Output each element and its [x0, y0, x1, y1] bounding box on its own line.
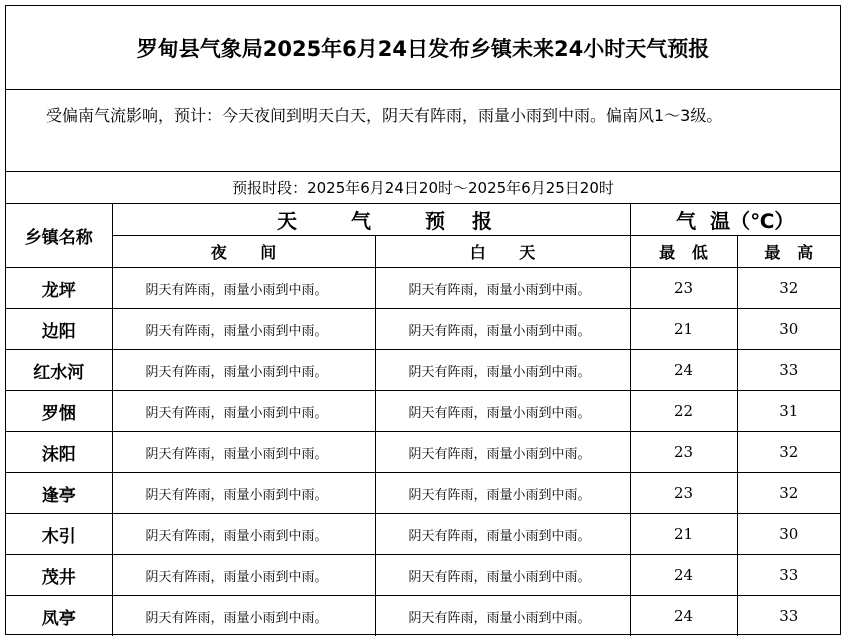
town-name: 逢亭: [6, 473, 112, 514]
low-temp: 23: [630, 432, 737, 473]
header-day: 白 天: [375, 236, 630, 268]
low-temp: 24: [630, 350, 737, 391]
table-row: [6, 555, 840, 596]
header-forecast: [112, 204, 630, 236]
header-temperature: 气 温（℃）: [630, 204, 840, 236]
header-forecast-char: 报: [472, 209, 492, 233]
table-row: [6, 473, 840, 514]
high-temp: 31: [737, 391, 840, 432]
high-temp: 33: [737, 555, 840, 596]
day-forecast: 阴天有阵雨，雨量小雨到中雨。: [375, 555, 630, 596]
low-temp: 21: [630, 514, 737, 555]
header-high: 最 高: [737, 236, 840, 268]
high-temp: 32: [737, 268, 840, 309]
town-name: 茂井: [6, 555, 112, 596]
day-forecast: 阴天有阵雨，雨量小雨到中雨。: [375, 596, 630, 637]
table-row: [6, 309, 840, 350]
day-forecast: 阴天有阵雨，雨量小雨到中雨。: [375, 391, 630, 432]
high-temp: 33: [737, 596, 840, 637]
header-night: 夜 间: [112, 236, 375, 268]
high-temp: 32: [737, 473, 840, 514]
high-temp: 32: [737, 432, 840, 473]
table-row: [6, 596, 840, 637]
header-low: 最 低: [630, 236, 737, 268]
header-town-name: 乡镇名称: [6, 204, 112, 268]
forecast-period: 预报时段：2025年6月24日20时～2025年6月25日20时: [6, 172, 840, 204]
low-temp: 24: [630, 555, 737, 596]
table-row: [6, 268, 840, 309]
table-row: [6, 350, 840, 391]
low-temp: 23: [630, 268, 737, 309]
town-name: 罗悃: [6, 391, 112, 432]
high-temp: 30: [737, 514, 840, 555]
high-temp: 33: [737, 350, 840, 391]
low-temp: 21: [630, 309, 737, 350]
header-forecast-char: 预: [425, 209, 445, 233]
night-forecast: 阴天有阵雨，雨量小雨到中雨。: [112, 391, 375, 432]
forecast-table: [6, 204, 840, 636]
town-name: 边阳: [6, 309, 112, 350]
table-row: [6, 514, 840, 555]
night-forecast: 阴天有阵雨，雨量小雨到中雨。: [112, 596, 375, 637]
header-forecast-char: 气: [351, 209, 371, 233]
day-forecast: 阴天有阵雨，雨量小雨到中雨。: [375, 309, 630, 350]
day-forecast: 阴天有阵雨，雨量小雨到中雨。: [375, 473, 630, 514]
table-row: [6, 432, 840, 473]
night-forecast: 阴天有阵雨，雨量小雨到中雨。: [112, 432, 375, 473]
day-forecast: 阴天有阵雨，雨量小雨到中雨。: [375, 514, 630, 555]
low-temp: 23: [630, 473, 737, 514]
town-name: 凤亭: [6, 596, 112, 637]
forecast-sheet: [5, 5, 841, 635]
town-name: 龙坪: [6, 268, 112, 309]
town-name: 木引: [6, 514, 112, 555]
table-row: [6, 391, 840, 432]
page-title: 罗甸县气象局2025年6月24日发布乡镇未来24小时天气预报: [6, 6, 840, 90]
town-name: 沫阳: [6, 432, 112, 473]
night-forecast: 阴天有阵雨，雨量小雨到中雨。: [112, 268, 375, 309]
day-forecast: 阴天有阵雨，雨量小雨到中雨。: [375, 268, 630, 309]
low-temp: 24: [630, 596, 737, 637]
town-name: 红水河: [6, 350, 112, 391]
night-forecast: 阴天有阵雨，雨量小雨到中雨。: [112, 309, 375, 350]
night-forecast: 阴天有阵雨，雨量小雨到中雨。: [112, 555, 375, 596]
night-forecast: 阴天有阵雨，雨量小雨到中雨。: [112, 473, 375, 514]
header-forecast-char: 天: [277, 209, 297, 233]
day-forecast: 阴天有阵雨，雨量小雨到中雨。: [375, 350, 630, 391]
high-temp: 30: [737, 309, 840, 350]
night-forecast: 阴天有阵雨，雨量小雨到中雨。: [112, 350, 375, 391]
day-forecast: 阴天有阵雨，雨量小雨到中雨。: [375, 432, 630, 473]
low-temp: 22: [630, 391, 737, 432]
forecast-summary: 受偏南气流影响，预计：今天夜间到明天白天，阴天有阵雨，雨量小雨到中雨。偏南风1～3级。: [6, 90, 840, 172]
night-forecast: 阴天有阵雨，雨量小雨到中雨。: [112, 514, 375, 555]
